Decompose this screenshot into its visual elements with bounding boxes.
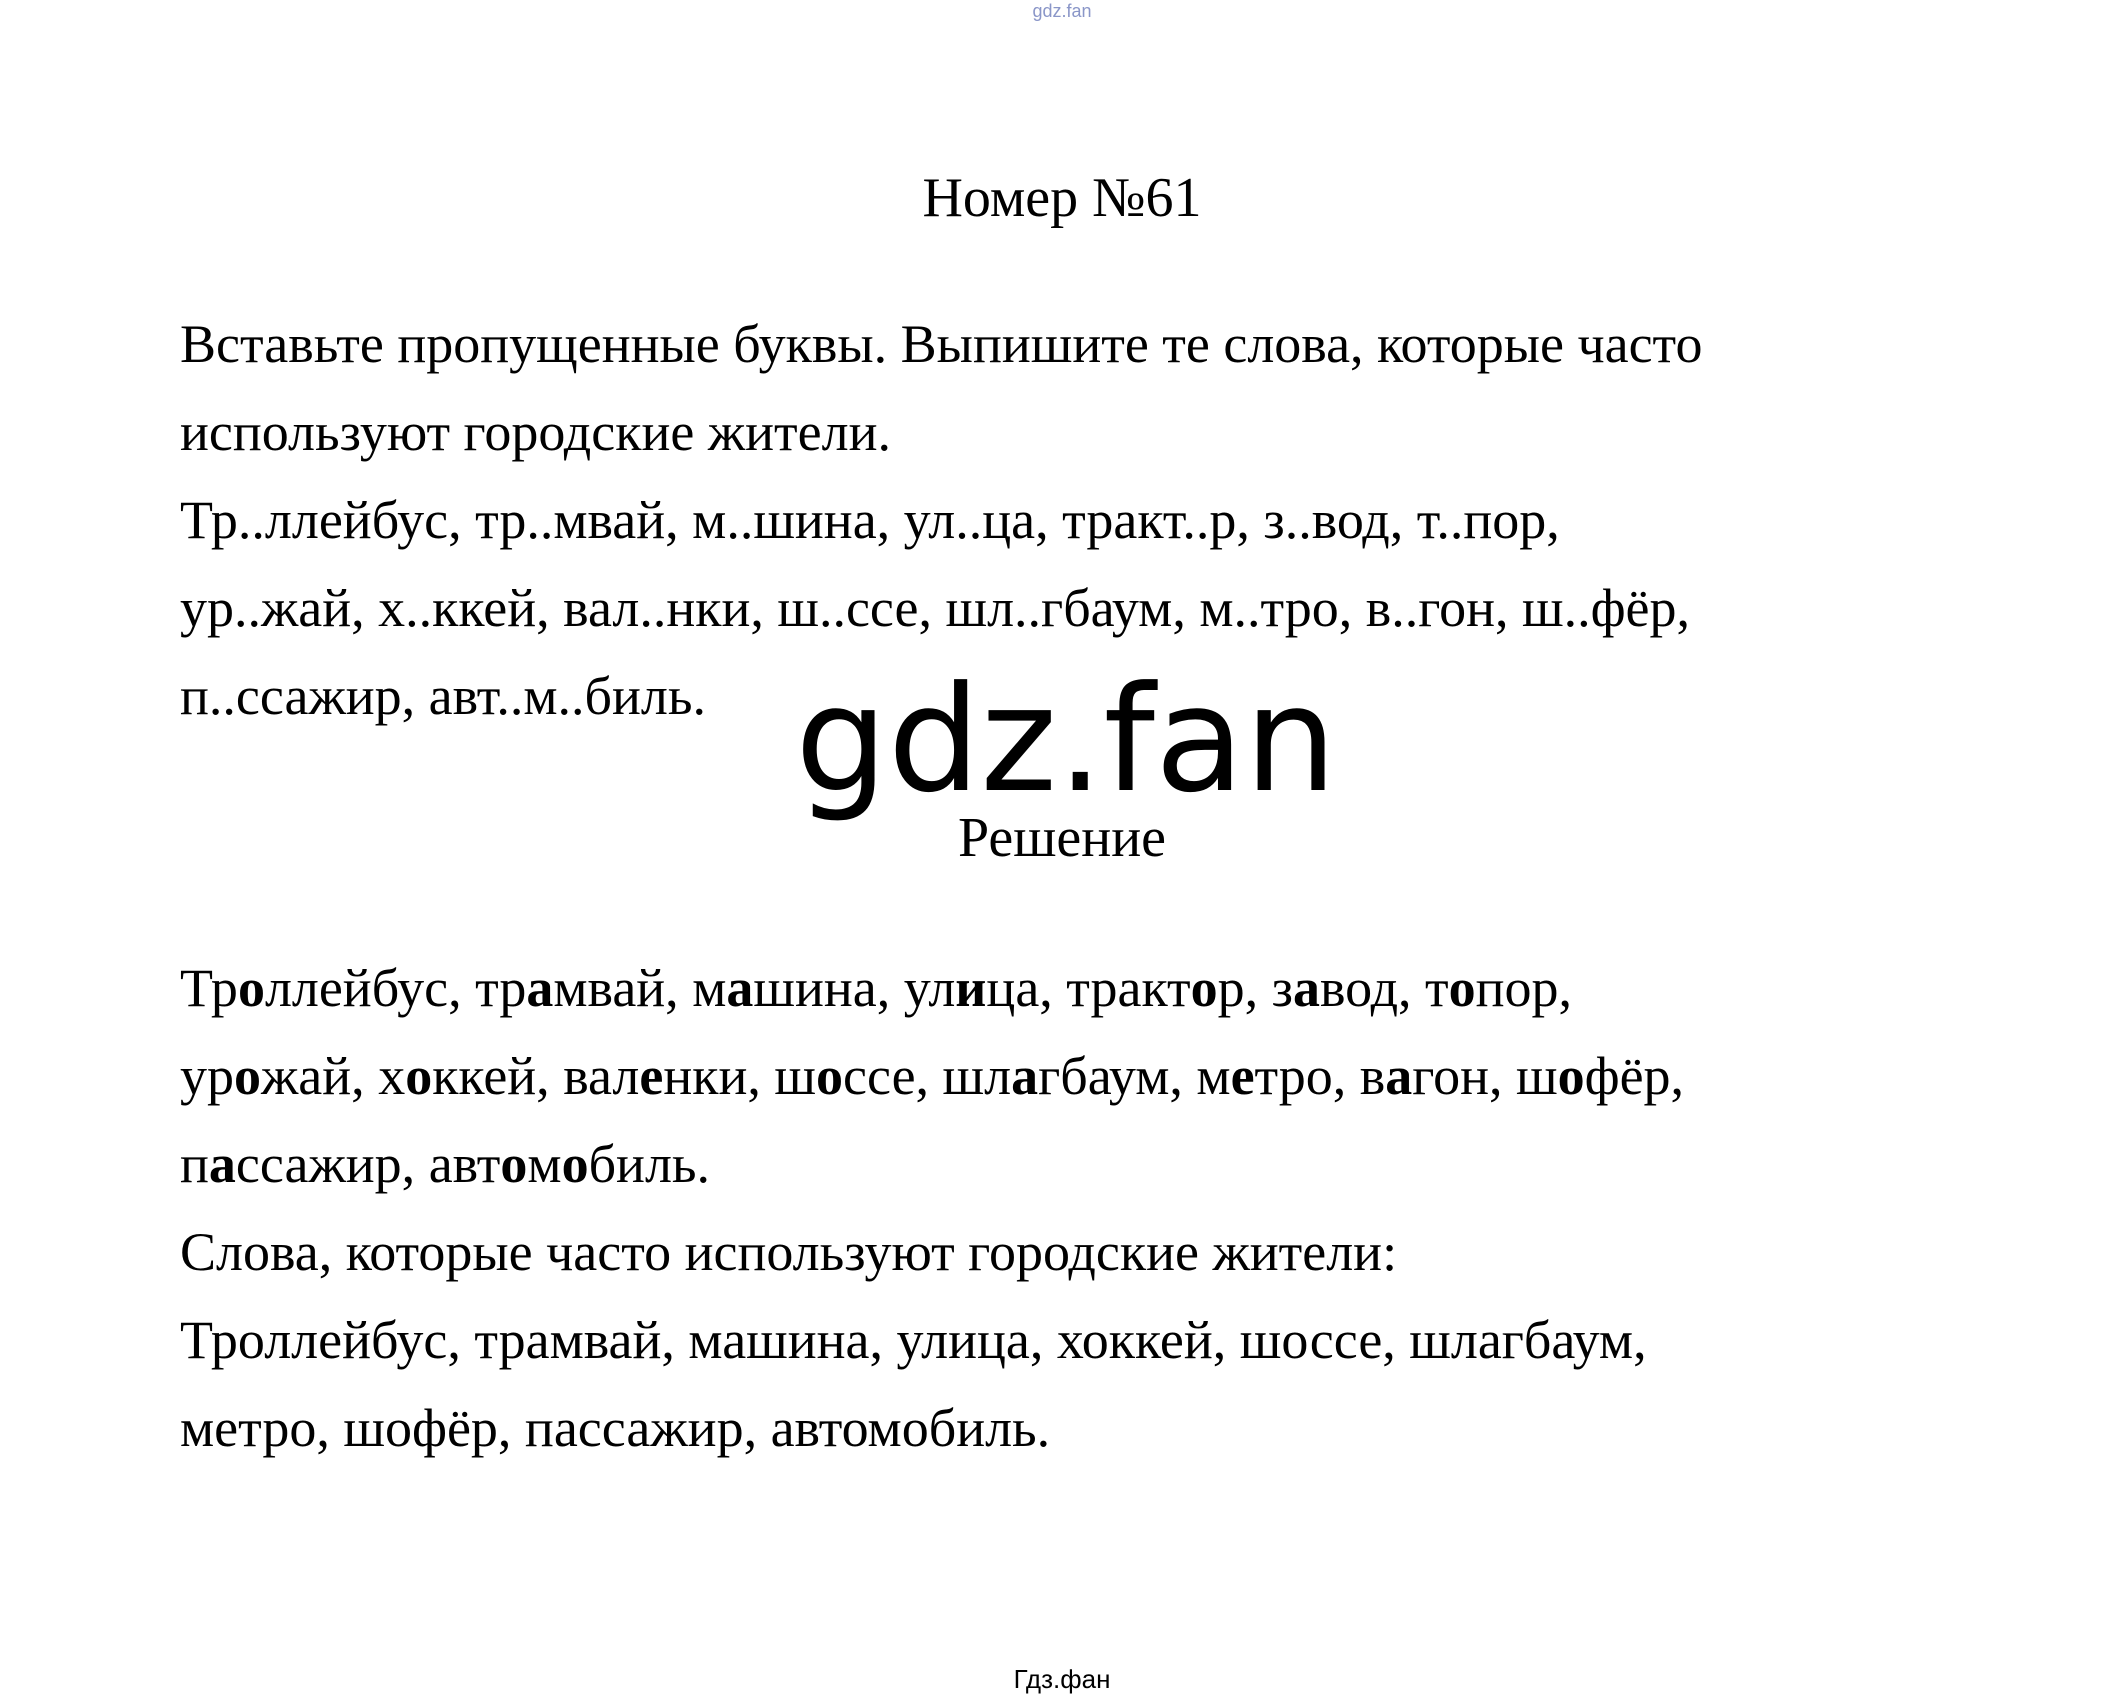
answer-line: Троллейбус, трамвай, машина, улица, хоккей, шоссе, шлагбаум, (180, 1310, 1647, 1370)
task-line: п..ссажир, авт..м..биль. (180, 666, 706, 726)
answer-text (180, 944, 2000, 1472)
answer-line: Слова, которые часто используют городские жители: (180, 1222, 1398, 1282)
inserted-letter: е (1230, 1046, 1255, 1106)
inserted-letter: о (1190, 958, 1218, 1018)
inserted-letter: о (561, 1134, 589, 1194)
page-title: Номер №61 (922, 167, 1202, 229)
task-line: используют городские жители. (180, 402, 891, 462)
inserted-letter: о (234, 1046, 261, 1106)
inserted-letter: а (1385, 1046, 1413, 1106)
answer-line: метро, шофёр, пассажир, автомобиль. (180, 1398, 1051, 1458)
task-line: Вставьте пропущенные буквы. Выпишите те слова, которые часто (180, 314, 1703, 374)
center-watermark: gdz.fan (795, 655, 1337, 825)
inserted-letter: о (1557, 1046, 1585, 1106)
answer-words-line: урожай, хоккей, валенки, шоссе, шлагбаум, метро, вагон, шофёр, (180, 1046, 1685, 1106)
top-watermark: gdz.fan (1032, 1, 1092, 21)
inserted-letter: и (955, 958, 987, 1018)
inserted-letter: е (639, 1046, 664, 1106)
inserted-letter: о (1448, 958, 1476, 1018)
inserted-letter: а (1011, 1046, 1039, 1106)
inserted-letter: о (405, 1046, 433, 1106)
solution-heading: Решение (957, 807, 1167, 869)
inserted-letter: о (500, 1134, 528, 1194)
inserted-letter: о (237, 958, 265, 1018)
footer-watermark: Гдз.фан (1013, 1664, 1111, 1694)
inserted-letter: а (208, 1134, 236, 1194)
answer-words-line: Троллейбус, трамвай, машина, улица, трактор, завод, топор, (180, 958, 1573, 1018)
task-line: ур..жай, х..ккей, вал..нки, ш..ссе, шл..гбаум, м..тро, в..гон, ш..фёр, (180, 578, 1691, 638)
inserted-letter: а (526, 958, 554, 1018)
inserted-letter: а (1293, 958, 1320, 1018)
task-line: Тр..ллейбус, тр..мвай, м..шина, ул..ца, тракт..р, з..вод, т..пор, (180, 490, 1560, 550)
answer-words-line: пассажир, автомобиль. (180, 1134, 711, 1194)
inserted-letter: о (815, 1046, 843, 1106)
inserted-letter: а (726, 958, 754, 1018)
